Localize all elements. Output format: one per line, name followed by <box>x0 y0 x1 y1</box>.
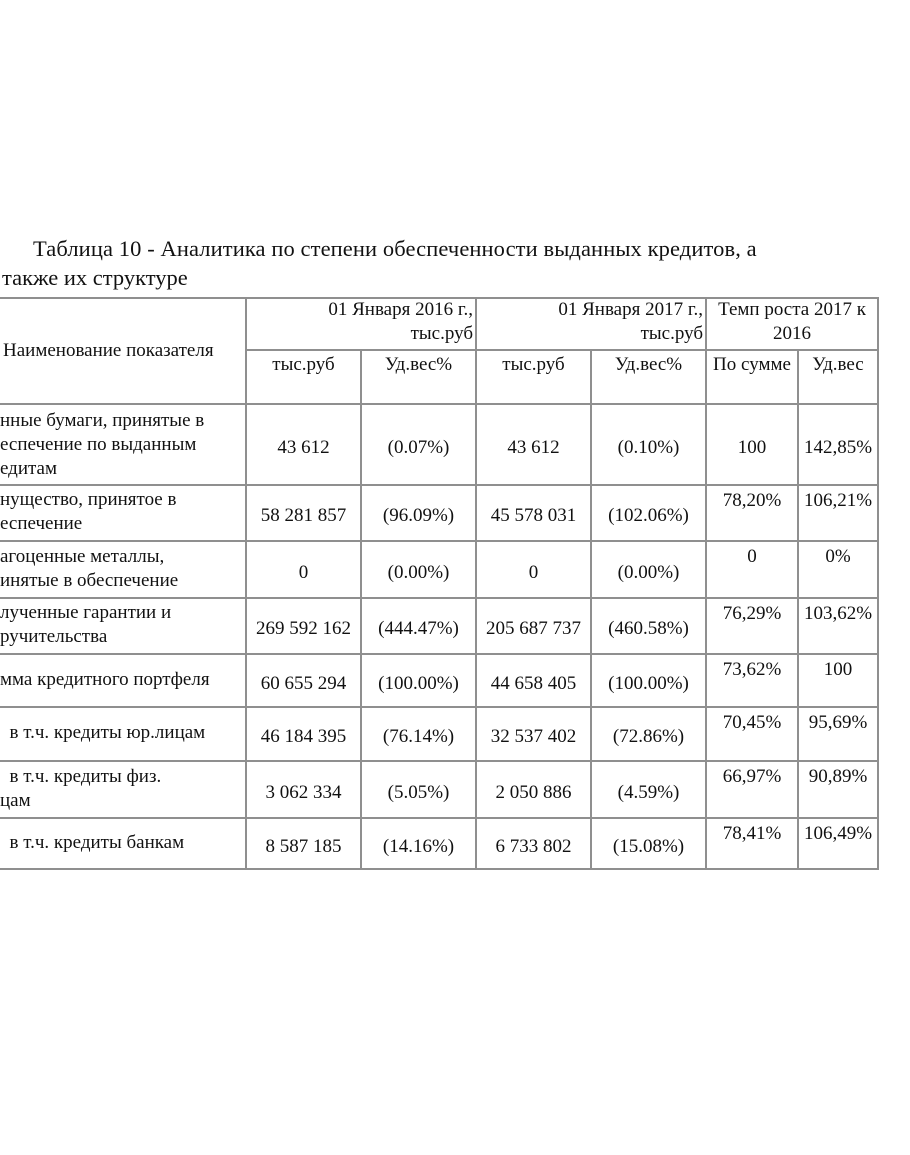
grid-line <box>0 403 879 405</box>
row-growth-sum: 70,45% <box>722 712 782 733</box>
subheader-growth-sum: По сумме <box>713 354 791 375</box>
row-indicator-name: еспечение <box>0 513 83 534</box>
row-indicator-name: ручительства <box>0 626 108 647</box>
grid-line <box>0 597 879 599</box>
row-growth-sum: 100 <box>737 437 767 458</box>
row-growth-sum: 78,20% <box>722 490 782 511</box>
grid-line <box>0 760 879 762</box>
row-value-2017: 43 612 <box>507 437 560 458</box>
row-share-2016: (0.00%) <box>387 562 450 583</box>
row-value-2017: 205 687 737 <box>486 618 581 639</box>
row-value-2017: 6 733 802 <box>495 836 572 857</box>
row-indicator-name: в т.ч. кредиты физ. <box>0 766 162 787</box>
subheader-2016-amount: тыс.руб <box>272 354 335 375</box>
row-share-2017: (72.86%) <box>612 726 685 747</box>
subheader-2017-share: Уд.вес% <box>614 354 683 375</box>
row-value-2016: 60 655 294 <box>260 673 347 694</box>
row-growth-share: 106,49% <box>803 823 873 844</box>
row-value-2016: 3 062 334 <box>265 782 342 803</box>
row-growth-share: 0% <box>825 546 851 567</box>
row-value-2016: 8 587 185 <box>265 836 342 857</box>
grid-line <box>0 706 879 708</box>
row-growth-sum: 78,41% <box>722 823 782 844</box>
row-growth-sum: 0 <box>747 546 757 567</box>
row-indicator-name: еспечение по выданным <box>0 434 197 455</box>
row-indicator-name: едитам <box>0 458 58 479</box>
header-2016-line-1: 01 Января 2016 г., <box>328 299 473 320</box>
row-growth-share: 142,85% <box>803 437 873 458</box>
row-value-2017: 44 658 405 <box>490 673 577 694</box>
row-indicator-name: агоценные металлы, <box>0 546 165 567</box>
row-indicator-name: нные бумаги, принятые в <box>0 410 205 431</box>
row-indicator-name: цам <box>0 790 31 811</box>
row-growth-share: 103,62% <box>803 603 873 624</box>
table-caption-line-1: Таблица 10 - Аналитика по степени обеспеченности выданных кредитов, а <box>33 236 757 261</box>
header-growth-line-2: 2016 <box>773 323 811 344</box>
row-share-2016: (76.14%) <box>382 726 455 747</box>
grid-line <box>0 540 879 542</box>
grid-line <box>877 297 879 870</box>
grid-line <box>0 653 879 655</box>
row-share-2017: (460.58%) <box>608 618 689 639</box>
grid-line <box>0 817 879 819</box>
row-share-2016: (14.16%) <box>382 836 455 857</box>
table-caption-line-2: также их структуре <box>2 265 188 290</box>
row-value-2017: 0 <box>528 562 539 583</box>
row-share-2016: (96.09%) <box>382 505 455 526</box>
row-share-2017: (15.08%) <box>612 836 685 857</box>
row-share-2016: (0.07%) <box>387 437 450 458</box>
row-indicator-name: лученные гарантии и <box>0 602 172 623</box>
row-indicator-name: инятые в обеспечение <box>0 570 179 591</box>
row-value-2016: 43 612 <box>277 437 330 458</box>
row-growth-share: 95,69% <box>808 712 868 733</box>
row-indicator-name: в т.ч. кредиты юр.лицам <box>0 722 206 743</box>
grid-line <box>0 868 879 870</box>
row-growth-sum: 76,29% <box>722 603 782 624</box>
row-growth-share: 100 <box>823 659 853 680</box>
row-growth-sum: 66,97% <box>722 766 782 787</box>
header-2016-line-2: тыс.руб <box>410 323 473 344</box>
subheader-2017-amount: тыс.руб <box>502 354 565 375</box>
credit-security-table <box>0 297 879 870</box>
header-2017-line-2: тыс.руб <box>640 323 703 344</box>
subheader-2016-share: Уд.вес% <box>384 354 453 375</box>
row-value-2017: 32 537 402 <box>490 726 577 747</box>
row-share-2017: (102.06%) <box>608 505 689 526</box>
header-2017-line-1: 01 Января 2017 г., <box>558 299 703 320</box>
header-growth-line-1: Темп роста 2017 к <box>718 299 866 320</box>
row-growth-sum: 73,62% <box>722 659 782 680</box>
row-share-2017: (4.59%) <box>617 782 680 803</box>
row-share-2016: (444.47%) <box>378 618 459 639</box>
grid-line <box>0 484 879 486</box>
row-growth-share: 90,89% <box>808 766 868 787</box>
subheader-growth-share: Уд.вес <box>812 354 864 375</box>
row-indicator-name: мма кредитного портфеля <box>0 669 210 690</box>
row-share-2016: (5.05%) <box>387 782 450 803</box>
row-value-2016: 58 281 857 <box>260 505 347 526</box>
row-value-2016: 269 592 162 <box>256 618 351 639</box>
grid-line <box>245 349 879 351</box>
row-share-2017: (0.00%) <box>617 562 680 583</box>
row-growth-share: 106,21% <box>803 490 873 511</box>
row-value-2017: 45 578 031 <box>490 505 577 526</box>
row-share-2017: (0.10%) <box>617 437 680 458</box>
row-indicator-name: нущество, принятое в <box>0 489 177 510</box>
row-value-2017: 2 050 886 <box>495 782 572 803</box>
row-share-2016: (100.00%) <box>378 673 459 694</box>
row-value-2016: 0 <box>298 562 309 583</box>
row-value-2016: 46 184 395 <box>260 726 347 747</box>
row-indicator-name: в т.ч. кредиты банкам <box>0 832 185 853</box>
header-indicator-name: Наименование показателя <box>3 340 214 361</box>
row-share-2017: (100.00%) <box>608 673 689 694</box>
